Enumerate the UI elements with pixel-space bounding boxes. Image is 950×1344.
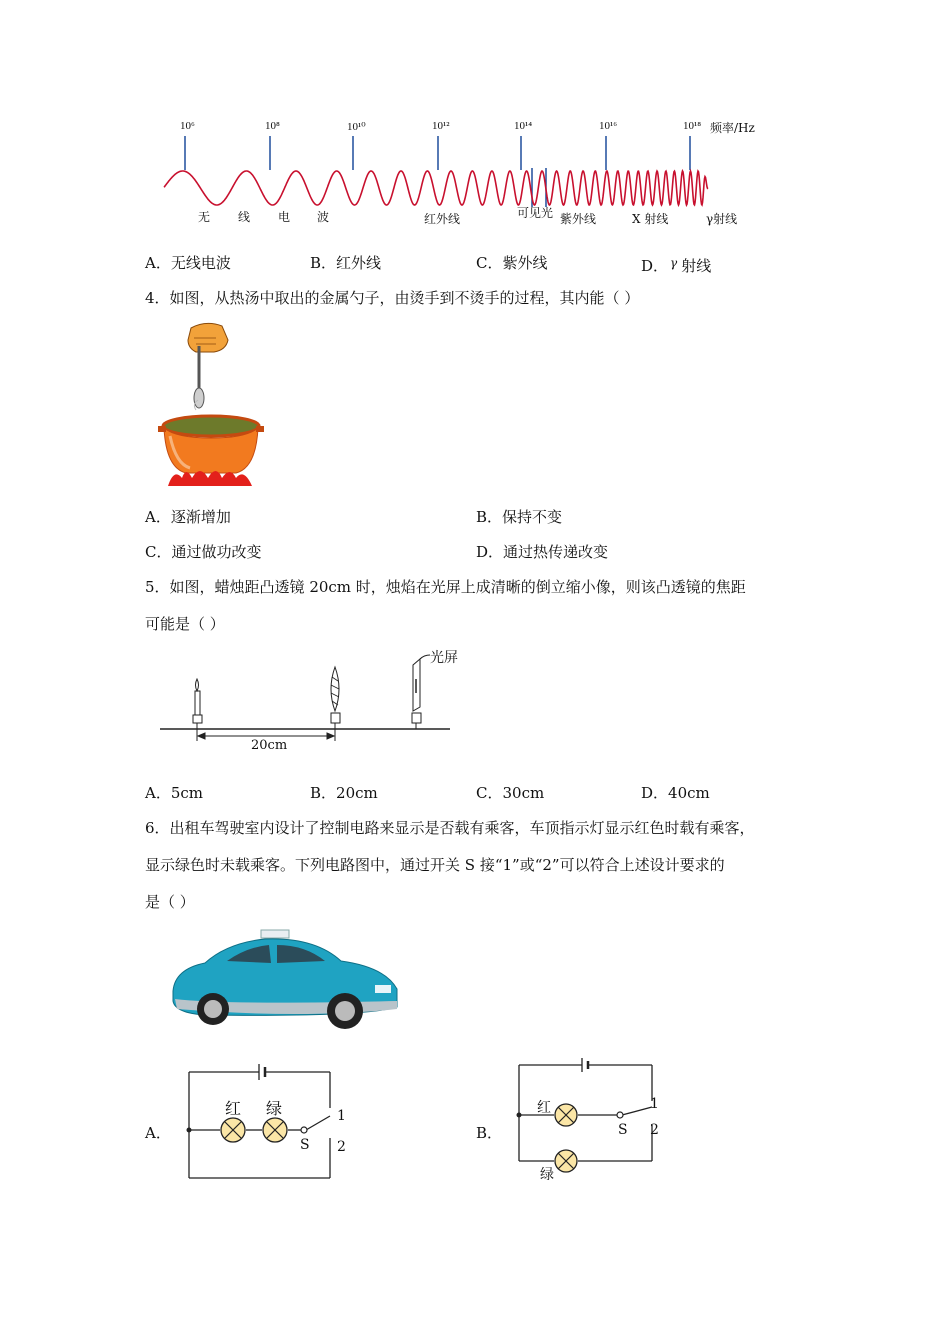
junction-dot xyxy=(187,1128,192,1133)
lamp-green-icon xyxy=(555,1150,577,1172)
taxi-figure xyxy=(165,925,405,1033)
em-wave xyxy=(164,171,708,205)
circuit-a-terminal-1: 1 xyxy=(337,1108,346,1124)
q5-option-d-text: 40cm xyxy=(668,784,710,802)
q3-option-d-text: 射线 xyxy=(681,257,712,275)
circuit-a-terminal-2: 2 xyxy=(337,1139,346,1155)
q5-option-a-letter: A． xyxy=(145,784,171,802)
q3-option-d-symbol: γ xyxy=(670,256,678,270)
pot-icon xyxy=(158,416,264,473)
spectrum-svg xyxy=(160,110,770,240)
circuit-b-svg xyxy=(512,1055,672,1175)
q5-option-b-letter: B． xyxy=(310,784,337,802)
soup-figure xyxy=(156,318,266,490)
circuit-a-svg xyxy=(180,1060,360,1190)
circuit-b-terminal-2: 2 xyxy=(650,1122,659,1138)
q3-option-b[interactable] xyxy=(310,254,381,272)
q5-option-c[interactable] xyxy=(476,784,544,802)
q5-option-b-text: 20cm xyxy=(336,784,378,802)
q6-stem-line1: 6．出租车驾驶室内设计了控制电路来显示是否载有乘客，车顶指示灯显示红色时载有乘客， xyxy=(145,819,755,837)
circuit-a-green-label: 绿 xyxy=(266,1099,283,1118)
q3-option-c-text: 紫外线 xyxy=(502,254,548,272)
q3-option-a[interactable] xyxy=(145,254,231,272)
q5-option-a[interactable] xyxy=(145,784,203,802)
q6-option-b-letter[interactable]: B． xyxy=(476,1124,503,1142)
q5-option-d[interactable] xyxy=(641,784,710,802)
optical-bench-svg xyxy=(158,645,458,760)
hand-icon xyxy=(188,323,228,352)
q6-stem-line2: 显示绿色时未载乘客。下列电路图中，通过开关 S 接“1”或“2”可以符合上述设计要求的 xyxy=(145,856,725,874)
band-radio-3: 电 xyxy=(278,210,291,224)
band-ultraviolet: 紫外线 xyxy=(560,212,597,226)
screen-icon xyxy=(412,655,430,729)
band-radio-4: 波 xyxy=(317,210,330,224)
candle-icon xyxy=(193,679,202,729)
tick-label-3: 10¹⁰ xyxy=(347,121,366,133)
taxi-svg xyxy=(165,925,405,1033)
q5-option-b[interactable] xyxy=(310,784,378,802)
circuit-b-switch-label: S xyxy=(618,1122,628,1138)
tick-label-2: 10⁸ xyxy=(265,120,280,132)
spectrum-figure xyxy=(160,110,770,240)
tick-label-1: 10⁶ xyxy=(180,120,195,132)
circuit-a-switch-label: S xyxy=(300,1137,310,1153)
lamp-red-icon xyxy=(221,1118,245,1142)
q4-option-a-text: 逐渐增加 xyxy=(170,508,231,526)
q4-option-c[interactable] xyxy=(145,543,262,561)
band-infrared: 红外线 xyxy=(424,212,461,226)
lamp-green-icon xyxy=(263,1118,287,1142)
band-radio-2: 线 xyxy=(238,210,251,224)
q4-option-c-letter: C． xyxy=(145,543,172,561)
q3-option-d-letter: D． xyxy=(641,257,669,275)
band-gamma: γ射线 xyxy=(706,212,738,226)
q3-option-b-letter: B． xyxy=(310,254,337,272)
q4-option-b-text: 保持不变 xyxy=(502,508,563,526)
axis-label: 频率/Hz xyxy=(710,121,755,135)
circuit-b-green-label: 绿 xyxy=(540,1167,554,1183)
circuit-a xyxy=(180,1060,360,1190)
circuit-b xyxy=(512,1055,672,1175)
q4-option-b[interactable] xyxy=(476,508,562,526)
optical-bench-figure xyxy=(158,645,458,760)
tick-label-7: 10¹⁸ xyxy=(683,120,702,132)
circuit-b-terminal-1: 1 xyxy=(650,1096,659,1112)
q5-stem-line2: 可能是（ ） xyxy=(145,615,225,633)
q4-stem: 4．如图，从热汤中取出的金属勺子，由烫手到不烫手的过程，其内能（ ） xyxy=(145,289,640,307)
band-xray: X 射线 xyxy=(632,212,669,226)
junction-dot xyxy=(517,1113,522,1118)
q4-option-a-letter: A． xyxy=(145,508,171,526)
q4-option-a[interactable] xyxy=(145,508,231,526)
screen-label: 光屏 xyxy=(430,650,458,666)
band-visible: 可见光 xyxy=(517,206,554,220)
tick-label-4: 10¹² xyxy=(432,120,450,132)
tick-label-6: 10¹⁶ xyxy=(599,120,618,132)
q5-option-c-text: 30cm xyxy=(502,784,545,802)
circuit-b-red-label: 红 xyxy=(537,1100,551,1116)
q3-option-c[interactable] xyxy=(476,254,548,272)
q6-option-a-letter[interactable]: A． xyxy=(145,1124,171,1142)
circuit-a-red-label: 红 xyxy=(225,1099,242,1118)
band-radio-1: 无 xyxy=(198,210,211,224)
spoon-icon xyxy=(194,346,204,408)
switch-pivot xyxy=(301,1127,307,1133)
switch-pivot xyxy=(617,1112,623,1118)
q3-option-a-text: 无线电波 xyxy=(170,254,231,272)
q5-option-a-text: 5cm xyxy=(170,784,204,802)
distance-label: 20cm xyxy=(251,738,288,753)
q6-stem-line3: 是（ ） xyxy=(145,893,195,911)
q4-option-d-text: 通过热传递改变 xyxy=(503,543,609,561)
q4-option-d-letter: D． xyxy=(476,543,504,561)
lens-icon xyxy=(331,667,340,729)
q3-option-d[interactable] xyxy=(641,254,711,275)
q3-option-b-text: 红外线 xyxy=(336,254,382,272)
q5-option-d-letter: D． xyxy=(641,784,669,802)
q3-option-a-letter: A． xyxy=(145,254,171,272)
q4-option-c-text: 通过做功改变 xyxy=(171,543,262,561)
soup-svg xyxy=(156,318,266,490)
q4-option-b-letter: B． xyxy=(476,508,503,526)
q4-option-d[interactable] xyxy=(476,543,608,561)
q5-stem-line1: 5．如图，蜡烛距凸透镜 20cm 时，烛焰在光屏上成清晰的倒立缩小像，则该凸透镜的焦距 xyxy=(145,578,746,596)
tick-label-5: 10¹⁴ xyxy=(514,120,533,132)
q3-option-c-letter: C． xyxy=(476,254,503,272)
lamp-red-icon xyxy=(555,1104,577,1126)
q5-option-c-letter: C． xyxy=(476,784,503,802)
